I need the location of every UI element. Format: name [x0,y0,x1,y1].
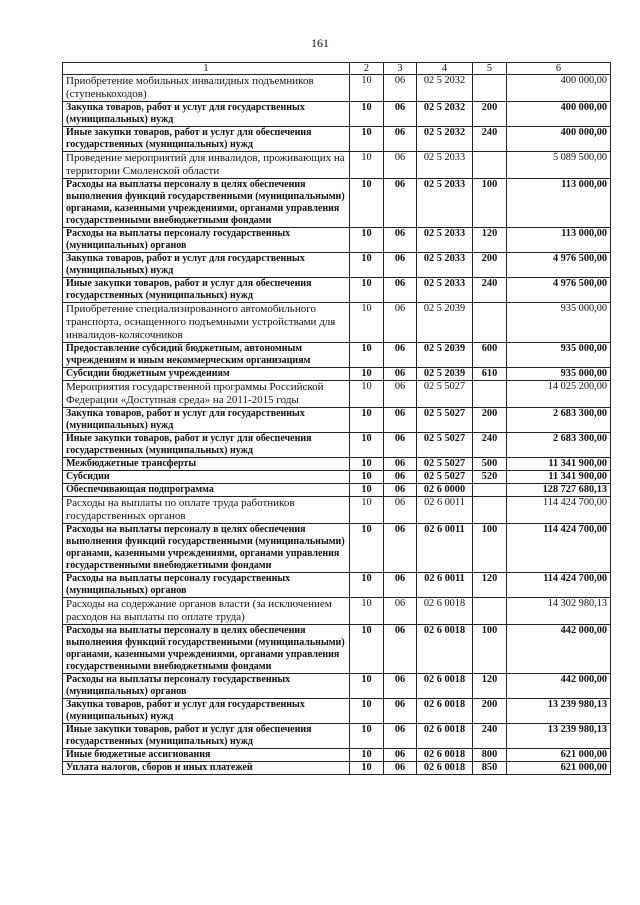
row-section-cell: 10 [350,102,384,127]
row-expense-type-cell: 200 [473,253,507,278]
row-expense-type-cell: 120 [473,674,507,699]
row-subsection-cell: 06 [384,253,417,278]
table-body [63,75,611,775]
row-target-code-cell: 02 5 2039 [417,343,473,368]
row-subsection-cell: 06 [384,598,417,625]
row-expense-type-cell: 100 [473,179,507,228]
row-name-cell: Расходы на содержание органов власти (за исключением расходов на выплаты по оплате труда) [63,598,350,625]
row-subsection-cell: 06 [384,343,417,368]
row-expense-type-cell: 200 [473,102,507,127]
table-row [63,127,611,152]
column-header: 1 [63,63,350,75]
row-subsection-cell: 06 [384,433,417,458]
row-amount-cell: 114 424 700,00 [507,573,611,598]
row-section-cell: 10 [350,598,384,625]
table-row [63,524,611,573]
row-expense-type-cell: 500 [473,458,507,471]
row-section-cell: 10 [350,484,384,497]
row-name-cell: Расходы на выплаты персоналу государственных (муниципальных) органов [63,228,350,253]
table-row [63,749,611,762]
row-section-cell: 10 [350,458,384,471]
row-target-code-cell: 02 5 5027 [417,458,473,471]
row-amount-cell: 14 302 980,13 [507,598,611,625]
table-row [63,408,611,433]
row-target-code-cell: 02 5 2033 [417,253,473,278]
row-target-code-cell: 02 6 0018 [417,749,473,762]
row-section-cell: 10 [350,343,384,368]
row-expense-type-cell: 200 [473,699,507,724]
row-amount-cell: 13 239 980,13 [507,699,611,724]
row-section-cell: 10 [350,152,384,179]
row-amount-cell: 621 000,00 [507,762,611,775]
row-subsection-cell: 06 [384,749,417,762]
row-amount-cell: 2 683 300,00 [507,408,611,433]
row-expense-type-cell [473,75,507,102]
row-subsection-cell: 06 [384,127,417,152]
table-row [63,228,611,253]
column-header: 4 [417,63,473,75]
table-row [63,699,611,724]
table-row [63,471,611,484]
row-target-code-cell: 02 6 0018 [417,598,473,625]
row-amount-cell: 935 000,00 [507,343,611,368]
row-name-cell: Субсидии бюджетным учреждениям [63,368,350,381]
row-section-cell: 10 [350,749,384,762]
row-expense-type-cell [473,598,507,625]
row-subsection-cell: 06 [384,179,417,228]
row-section-cell: 10 [350,524,384,573]
row-section-cell: 10 [350,625,384,674]
row-name-cell: Расходы на выплаты персоналу государственных (муниципальных) органов [63,674,350,699]
row-name-cell: Обеспечивающая подпрограмма [63,484,350,497]
row-target-code-cell: 02 5 2033 [417,228,473,253]
row-name-cell: Расходы на выплаты персоналу в целях обеспечения выполнения функций государственными (муниципальными) органами, казенными учреждениями, органами управления государственными внебюджетными фондами [63,179,350,228]
row-section-cell: 10 [350,471,384,484]
row-section-cell: 10 [350,674,384,699]
row-subsection-cell: 06 [384,408,417,433]
row-target-code-cell: 02 5 5027 [417,408,473,433]
row-subsection-cell: 06 [384,471,417,484]
row-section-cell: 10 [350,497,384,524]
row-section-cell: 10 [350,408,384,433]
row-section-cell: 10 [350,724,384,749]
row-amount-cell: 128 727 680,13 [507,484,611,497]
row-name-cell: Приобретение специализированного автомобильного транспорта, оснащенного подъемными устройствами для инвалидов-колясочников [63,303,350,343]
row-section-cell: 10 [350,368,384,381]
column-header: 6 [507,63,611,75]
row-target-code-cell: 02 5 2032 [417,102,473,127]
table-row [63,179,611,228]
row-subsection-cell: 06 [384,102,417,127]
row-amount-cell: 13 239 980,13 [507,724,611,749]
row-target-code-cell: 02 5 5027 [417,381,473,408]
row-expense-type-cell [473,381,507,408]
row-expense-type-cell: 120 [473,228,507,253]
row-target-code-cell: 02 6 0011 [417,497,473,524]
table-row [63,278,611,303]
table-header-row [63,63,611,75]
row-section-cell: 10 [350,75,384,102]
row-target-code-cell: 02 5 2032 [417,127,473,152]
table-row [63,724,611,749]
row-name-cell: Иные закупки товаров, работ и услуг для обеспечения государственных (муниципальных) нужд [63,127,350,152]
row-subsection-cell: 06 [384,278,417,303]
row-subsection-cell: 06 [384,228,417,253]
table-row [63,253,611,278]
row-expense-type-cell: 100 [473,524,507,573]
table-row [63,75,611,102]
row-target-code-cell: 02 5 2033 [417,152,473,179]
row-target-code-cell: 02 6 0011 [417,524,473,573]
table-row [63,674,611,699]
row-amount-cell: 4 976 500,00 [507,278,611,303]
row-name-cell: Межбюджетные трансферты [63,458,350,471]
row-expense-type-cell: 600 [473,343,507,368]
row-section-cell: 10 [350,762,384,775]
row-subsection-cell: 06 [384,484,417,497]
row-name-cell: Иные закупки товаров, работ и услуг для обеспечения государственных (муниципальных) нужд [63,724,350,749]
row-expense-type-cell: 240 [473,127,507,152]
table-row [63,343,611,368]
row-amount-cell: 113 000,00 [507,228,611,253]
row-subsection-cell: 06 [384,458,417,471]
table-row [63,152,611,179]
row-subsection-cell: 06 [384,368,417,381]
column-header: 3 [384,63,417,75]
table-row [63,625,611,674]
row-amount-cell: 400 000,00 [507,75,611,102]
budget-table [62,62,611,775]
table-row [63,458,611,471]
row-target-code-cell: 02 5 2033 [417,278,473,303]
row-subsection-cell: 06 [384,573,417,598]
row-target-code-cell: 02 5 2039 [417,303,473,343]
row-subsection-cell: 06 [384,524,417,573]
row-amount-cell: 5 089 500,00 [507,152,611,179]
row-subsection-cell: 06 [384,724,417,749]
row-section-cell: 10 [350,573,384,598]
row-section-cell: 10 [350,699,384,724]
row-expense-type-cell [473,152,507,179]
row-section-cell: 10 [350,303,384,343]
row-amount-cell: 621 000,00 [507,749,611,762]
row-target-code-cell: 02 6 0018 [417,625,473,674]
row-subsection-cell: 06 [384,75,417,102]
row-section-cell: 10 [350,433,384,458]
row-amount-cell: 400 000,00 [507,102,611,127]
row-subsection-cell: 06 [384,381,417,408]
row-name-cell: Мероприятия государственной программы Российской Федерации «Доступная среда» на 2011-2015 годы [63,381,350,408]
row-section-cell: 10 [350,179,384,228]
row-target-code-cell: 02 5 5027 [417,433,473,458]
column-header: 5 [473,63,507,75]
row-name-cell: Закупка товаров, работ и услуг для государственных (муниципальных) нужд [63,102,350,127]
row-expense-type-cell: 610 [473,368,507,381]
row-name-cell: Субсидии [63,471,350,484]
row-name-cell: Расходы на выплаты по оплате труда работников государственных органов [63,497,350,524]
row-subsection-cell: 06 [384,497,417,524]
row-amount-cell: 11 341 900,00 [507,458,611,471]
row-name-cell: Расходы на выплаты персоналу в целях обеспечения выполнения функций государственными (муниципальными) органами, казенными учреждениями, органами управления государственными внебюджетными фондами [63,625,350,674]
row-amount-cell: 113 000,00 [507,179,611,228]
row-expense-type-cell: 240 [473,433,507,458]
row-name-cell: Расходы на выплаты персоналу в целях обеспечения выполнения функций государственными (муниципальными) органами, казенными учреждениями, органами управления государственными внебюджетными фондами [63,524,350,573]
row-amount-cell: 4 976 500,00 [507,253,611,278]
row-subsection-cell: 06 [384,762,417,775]
row-amount-cell: 114 424 700,00 [507,497,611,524]
row-section-cell: 10 [350,253,384,278]
row-name-cell: Иные закупки товаров, работ и услуг для обеспечения государственных (муниципальных) нужд [63,278,350,303]
table-row [63,433,611,458]
page-number: 161 [311,36,329,50]
row-expense-type-cell [473,497,507,524]
row-section-cell: 10 [350,381,384,408]
column-header: 2 [350,63,384,75]
row-amount-cell: 14 025 200,00 [507,381,611,408]
table-row [63,368,611,381]
row-expense-type-cell [473,484,507,497]
row-target-code-cell: 02 6 0000 [417,484,473,497]
row-name-cell: Уплата налогов, сборов и иных платежей [63,762,350,775]
row-subsection-cell: 06 [384,152,417,179]
row-amount-cell: 2 683 300,00 [507,433,611,458]
row-name-cell: Приобретение мобильных инвалидных подъемников (ступенькоходов) [63,75,350,102]
row-expense-type-cell: 800 [473,749,507,762]
row-name-cell: Иные закупки товаров, работ и услуг для обеспечения государственных (муниципальных) нужд [63,433,350,458]
row-section-cell: 10 [350,278,384,303]
row-expense-type-cell: 240 [473,724,507,749]
row-name-cell: Закупка товаров, работ и услуг для государственных (муниципальных) нужд [63,699,350,724]
row-expense-type-cell: 520 [473,471,507,484]
row-target-code-cell: 02 6 0011 [417,573,473,598]
table-row [63,598,611,625]
row-expense-type-cell: 100 [473,625,507,674]
row-expense-type-cell [473,303,507,343]
row-target-code-cell: 02 5 2039 [417,368,473,381]
table-row [63,762,611,775]
table-row [63,497,611,524]
row-subsection-cell: 06 [384,699,417,724]
row-amount-cell: 935 000,00 [507,303,611,343]
table-row [63,303,611,343]
row-name-cell: Закупка товаров, работ и услуг для государственных (муниципальных) нужд [63,408,350,433]
row-amount-cell: 935 000,00 [507,368,611,381]
row-target-code-cell: 02 5 2032 [417,75,473,102]
row-amount-cell: 400 000,00 [507,127,611,152]
row-target-code-cell: 02 5 5027 [417,471,473,484]
row-name-cell: Расходы на выплаты персоналу государственных (муниципальных) органов [63,573,350,598]
row-target-code-cell: 02 6 0018 [417,674,473,699]
table-row [63,573,611,598]
row-target-code-cell: 02 6 0018 [417,699,473,724]
row-expense-type-cell: 240 [473,278,507,303]
row-expense-type-cell: 200 [473,408,507,433]
row-section-cell: 10 [350,127,384,152]
table-row [63,381,611,408]
row-subsection-cell: 06 [384,625,417,674]
row-expense-type-cell: 850 [473,762,507,775]
row-section-cell: 10 [350,228,384,253]
row-name-cell: Предоставление субсидий бюджетным, автономным учреждениям и иным некоммерческим организациям [63,343,350,368]
row-name-cell: Закупка товаров, работ и услуг для государственных (муниципальных) нужд [63,253,350,278]
row-target-code-cell: 02 6 0018 [417,724,473,749]
row-amount-cell: 114 424 700,00 [507,524,611,573]
row-amount-cell: 11 341 900,00 [507,471,611,484]
row-name-cell: Иные бюджетные ассигнования [63,749,350,762]
row-target-code-cell: 02 5 2033 [417,179,473,228]
row-subsection-cell: 06 [384,674,417,699]
row-amount-cell: 442 000,00 [507,625,611,674]
row-subsection-cell: 06 [384,303,417,343]
table-row [63,102,611,127]
row-name-cell: Проведение мероприятий для инвалидов, проживающих на территории Смоленской области [63,152,350,179]
row-expense-type-cell: 120 [473,573,507,598]
table-row [63,484,611,497]
row-amount-cell: 442 000,00 [507,674,611,699]
row-target-code-cell: 02 6 0018 [417,762,473,775]
